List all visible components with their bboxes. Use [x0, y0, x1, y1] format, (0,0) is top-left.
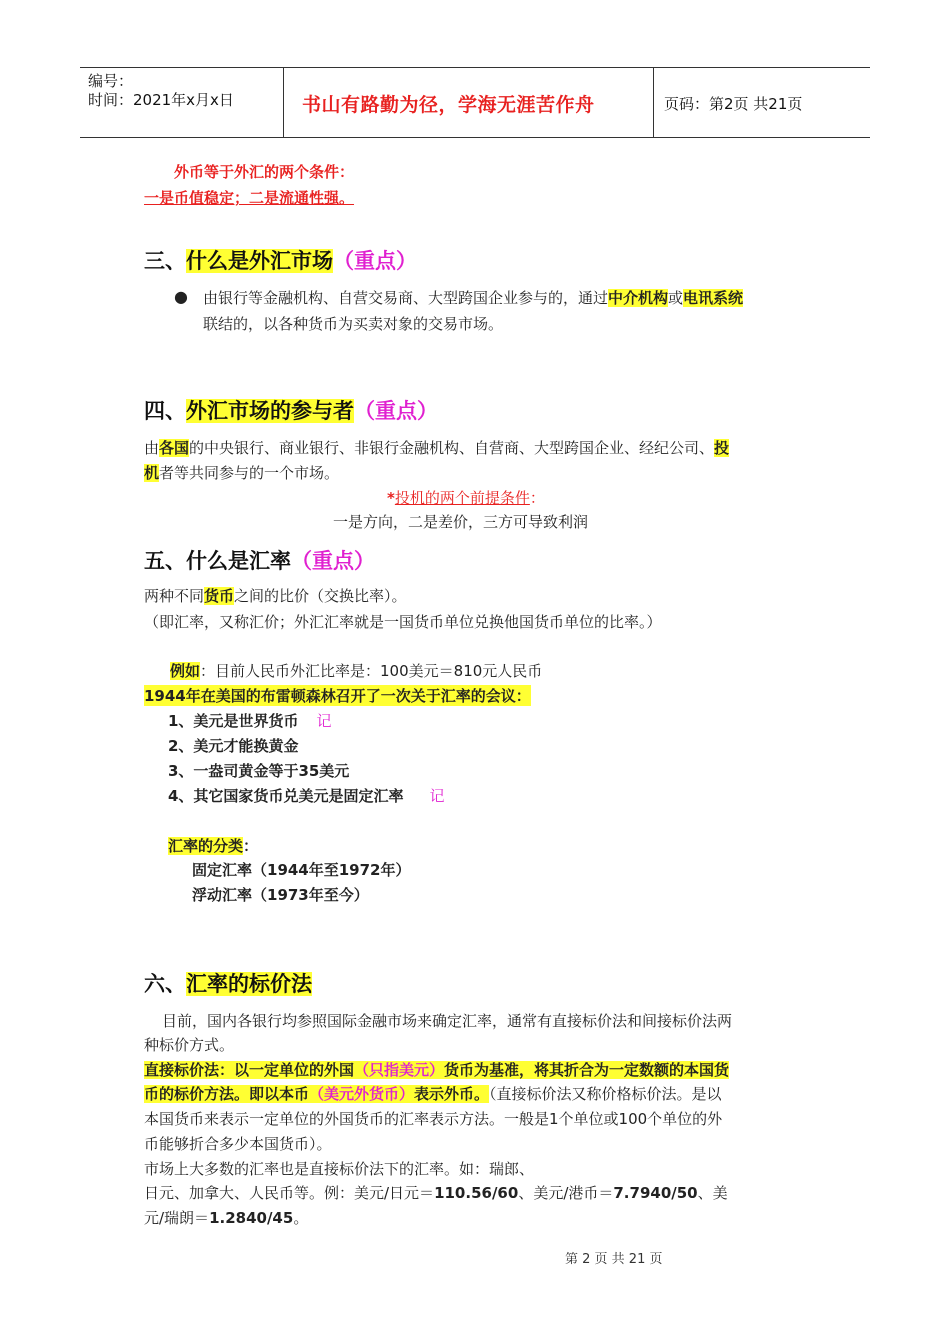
direct-quote-definition-e: 表示外币。	[414, 1085, 490, 1103]
rate-classification-title	[168, 835, 258, 856]
header-motto: 书山有路勤为径，学海无涯苦作舟	[302, 94, 595, 116]
section-5-para-1	[144, 585, 407, 606]
section-6-heading	[144, 968, 312, 998]
highlight-currency: 货币	[204, 587, 235, 605]
direct-quote-line-4: 币能够折合多少本国货币）。	[144, 1135, 332, 1153]
section-3-bullet-or: 或	[668, 289, 684, 307]
usd-jpy-rate: 110.56/60	[434, 1184, 519, 1202]
list-item-1	[168, 710, 331, 731]
rate-classification-colon: ：	[243, 837, 259, 855]
direct-quote-tag-local: （美元外货币）	[309, 1085, 415, 1103]
remember-mark: 记	[316, 712, 332, 730]
direct-quote-line-3: 本国货币来表示一定单位的外国货币的汇率表示方法。一般是1个单位或100个单位的外	[144, 1110, 723, 1128]
market-line-2	[144, 1182, 728, 1203]
market-text-b: 、美元/港币＝	[518, 1184, 614, 1202]
list-item-2: 2、美元才能换黄金	[168, 737, 299, 755]
section-3-bullet-line-1	[203, 287, 743, 308]
highlight-telecom: 电讯系统	[683, 289, 744, 307]
header-divider	[653, 68, 654, 137]
list-item-3: 3、一盎司黄金等于35美元	[168, 762, 350, 780]
header-meta	[88, 72, 234, 110]
section-4-number: 四、	[144, 399, 186, 423]
list-item-text: 1、美元是世界货币	[168, 712, 299, 730]
direct-quote-definition-c: 货	[714, 1061, 730, 1079]
highlight-intermediary: 中介机构	[608, 289, 669, 307]
market-text-d: 元/瑞朗＝	[144, 1209, 210, 1227]
section-6-para-line-2: 种标价方式。	[144, 1036, 235, 1054]
section-5-tag: （重点）	[291, 549, 375, 573]
speculation-note-text: 投机的两个前提条件	[394, 489, 530, 507]
example-rate: ：目前人民币外汇比率是：100美元＝810元人民币	[200, 662, 543, 680]
direct-quote-definition-d: 币的标价方法。即以本币	[144, 1085, 310, 1103]
list-item-4	[168, 785, 444, 806]
speculation-note-title	[387, 487, 545, 508]
section-4-para-line-2	[144, 462, 339, 483]
section-3-bullet-text: 由银行等金融机构、自营交易商、大型跨国企业参与的，通过	[203, 289, 609, 307]
direct-quote-definition-a: 直接标价法：以一定单位的外国	[144, 1061, 355, 1079]
section-3-tag: （重点）	[333, 249, 417, 273]
direct-quote-line-2	[144, 1083, 722, 1104]
speculation-note-colon: ：	[529, 489, 545, 507]
fixed-rate-item: 固定汇率（1944年至1972年）	[192, 861, 411, 879]
section-5-text-b: 之间的比价（交换比率）。	[234, 587, 407, 605]
section-5-text-a: 两种不同	[144, 587, 205, 605]
section-5-heading	[144, 545, 375, 575]
section-3-title: 什么是外汇市场	[186, 249, 333, 273]
section-4-heading	[144, 395, 438, 425]
highlight-countries: 各国	[159, 439, 190, 457]
intro-line-1: 外币等于外汇的两个条件：	[174, 163, 355, 181]
example-label: 例如	[170, 662, 201, 680]
remember-mark: 记	[429, 787, 445, 805]
list-item-text: 4、其它国家货币兑美元是固定汇率	[168, 787, 404, 805]
direct-quote-note: （直接标价法又称价格标价法。是以	[489, 1085, 722, 1103]
section-6-para-line-1: 目前，国内各银行均参照国际金融市场来确定汇率，通常有直接标价法和间接标价法两	[162, 1012, 733, 1030]
market-text-a: 日元、加拿大、人民币等。例：美元/日元＝	[144, 1184, 435, 1202]
header-number-label: 编号：	[88, 72, 134, 90]
header-page-info: 页码：第2页 共21页	[664, 95, 803, 113]
highlight-speculation-1: 投	[714, 439, 730, 457]
direct-quote-definition-b: 货币为基准，将其折合为一定数额的本国	[444, 1061, 715, 1079]
floating-rate-item: 浮动汇率（1973年至今）	[192, 886, 369, 904]
rate-classification-label: 汇率的分类	[168, 837, 244, 855]
section-4-text-a: 由	[144, 439, 160, 457]
section-4-title: 外汇市场的参与者	[186, 399, 354, 423]
section-3-number: 三、	[144, 249, 186, 273]
direct-quote-line-1	[144, 1059, 729, 1080]
star-icon: *	[387, 489, 395, 507]
direct-quote-tag-usd: （只指美元）	[354, 1061, 445, 1079]
speculation-note-conditions: 一是方向，二是差价，三方可导致利润	[333, 513, 589, 531]
usd-chf-rate: 1.2840/45	[209, 1209, 294, 1227]
header-time: 时间：2021年x月x日	[88, 91, 234, 109]
header-divider	[283, 68, 284, 137]
highlight-speculation-2: 机	[144, 464, 160, 482]
page-header	[80, 67, 870, 138]
section-6-title: 汇率的标价法	[186, 972, 312, 996]
section-5-number: 五、	[144, 549, 186, 573]
section-4-text-c: 者等共同参与的一个市场。	[159, 464, 340, 482]
section-5-title: 什么是汇率	[186, 549, 291, 573]
page-footer: 第 2 页 共 21 页	[565, 1252, 663, 1267]
section-4-text-b: 的中央银行、商业银行、非银行金融机构、自营商、大型跨国企业、经纪公司、	[189, 439, 715, 457]
intro-line-2: 一是币值稳定；二是流通性强。	[144, 189, 355, 207]
usd-hkd-rate: 7.7940/50	[613, 1184, 698, 1202]
section-4-tag: （重点）	[354, 399, 438, 423]
section-3-bullet-line-2: 联结的，以各种货币为买卖对象的交易市场。	[203, 315, 504, 333]
section-6-number: 六、	[144, 972, 186, 996]
section-4-para-line-1	[144, 437, 729, 458]
bretton-woods-meeting: 1944年在美国的布雷顿森林召开了一次关于汇率的会议：	[144, 687, 531, 705]
market-line-1: 市场上大多数的汇率也是直接标价法下的汇率。如：瑞郎、	[144, 1160, 535, 1178]
section-5-para-2: （即汇率，又称汇价；外汇汇率就是一国货币单位兑换他国货币单位的比率。）	[144, 613, 662, 631]
market-text-c: 、美	[697, 1184, 728, 1202]
section-3-heading	[144, 245, 417, 275]
example-line	[170, 660, 542, 681]
market-text-e: 。	[293, 1209, 309, 1227]
bullet-dot-icon: ●	[174, 287, 188, 306]
market-line-3	[144, 1207, 308, 1228]
